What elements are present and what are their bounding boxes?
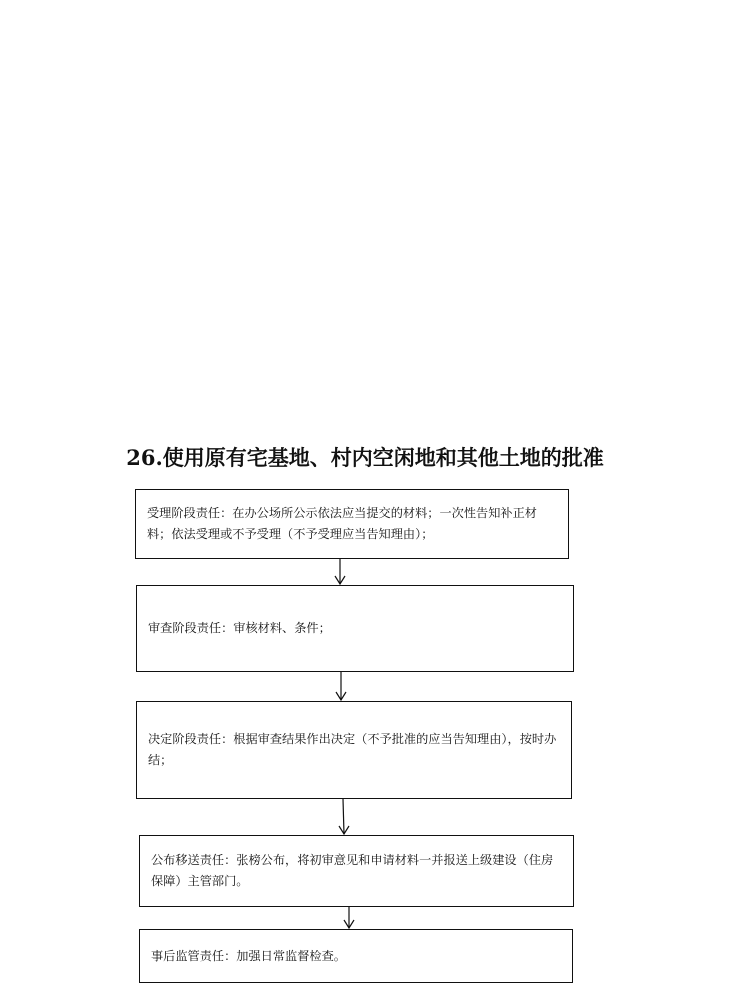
- flow-arrow-1: [335, 559, 345, 584]
- flow-step-accept-text: 受理阶段责任：在办公场所公示依法应当提交的材料；一次性告知补正材料；依法受理或不予受理（不予受理应当告知理由）；: [147, 506, 537, 541]
- flow-arrow-2: [336, 672, 346, 700]
- flow-step-publish-text: 公布移送责任：张榜公布，将初审意见和申请材料一并报送上级建设（住房保障）主管部门。: [151, 853, 554, 888]
- page-title: 26.使用原有宅基地、村内空闲地和其他土地的批准: [126, 445, 604, 470]
- flow-step-review-text: 审查阶段责任：审核材料、条件；: [148, 621, 331, 635]
- flow-step-supervision-text: 事后监管责任：加强日常监督检查。: [151, 948, 346, 963]
- flow-step-decision-text: 决定阶段责任：根据审查结果作出决定（不予批准的应当告知理由），按时办结；: [148, 732, 557, 767]
- flow-arrow-4: [344, 907, 354, 928]
- flow-arrow-3: [339, 799, 349, 834]
